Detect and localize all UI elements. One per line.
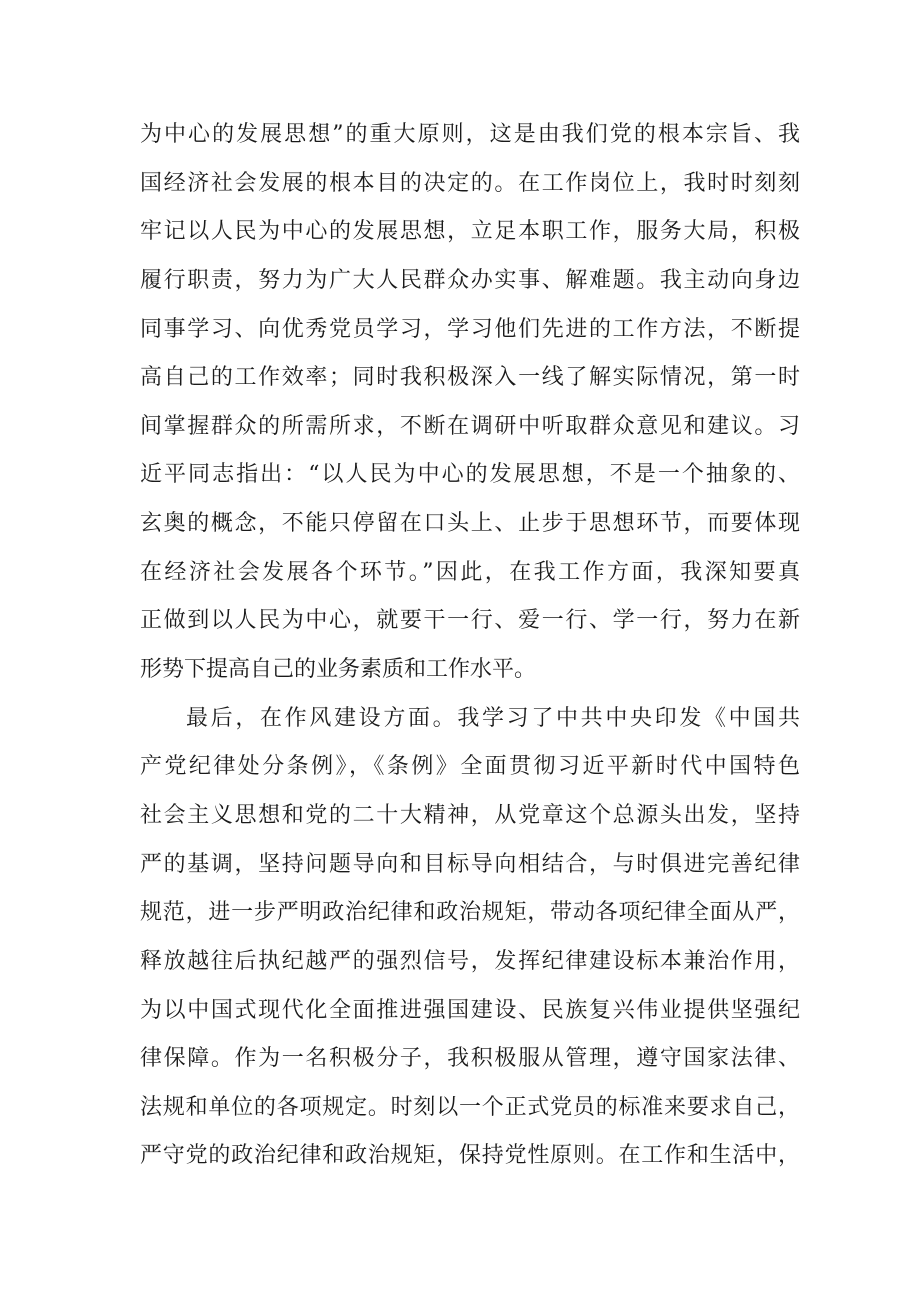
paragraph-2	[140, 695, 800, 1181]
text-line: 国经济社会发展的根本目的决定的。在工作岗位上，我时时刻刻	[140, 170, 800, 196]
text-line: 牢记以人民为中心的发展思想，立足本职工作，服务大局，积极	[140, 219, 800, 245]
text-line: 产党纪律处分条例》，《条例》全面贯彻习近平新时代中国特色	[140, 754, 800, 780]
text-line: 为以中国式现代化全面推进强国建设、民族复兴伟业提供坚强纪	[140, 997, 800, 1023]
text-line: 在经济社会发展各个环节。”因此，在我工作方面，我深知要真	[140, 559, 800, 585]
text-line: 玄奥的概念，不能只停留在口头上、止步于思想环节，而要体现	[140, 511, 800, 537]
text-line: 严守党的政治纪律和政治规矩，保持党性原则。在工作和生活中，	[140, 1143, 800, 1169]
text-line: 规范，进一步严明政治纪律和政治规矩，带动各项纪律全面从严，	[140, 900, 800, 926]
text-line: 社会主义思想和党的二十大精神，从党章这个总源头出发，坚持	[140, 802, 800, 828]
text-line: 履行职责，努力为广大人民群众办实事、解难题。我主动向身边	[140, 267, 800, 293]
text-line: 正做到以人民为中心，就要干一行、爱一行、学一行，努力在新	[140, 608, 800, 634]
text-line: 释放越往后执纪越严的强烈信号，发挥纪律建设标本兼治作用，	[140, 948, 800, 974]
text-line: 高自己的工作效率；同时我积极深入一线了解实际情况，第一时	[140, 365, 800, 391]
text-line: 形势下提高自己的业务素质和工作水平。	[140, 657, 537, 683]
document-body	[140, 111, 800, 1181]
text-line: 最后，在作风建设方面。我学习了中共中央印发《中国共	[186, 705, 800, 731]
text-line: 近平同志指出：“以人民为中心的发展思想，不是一个抽象的、	[140, 462, 800, 488]
text-line: 同事学习、向优秀党员学习，学习他们先进的工作方法，不断提	[140, 316, 800, 342]
text-line: 律保障。作为一名积极分子，我积极服从管理，遵守国家法律、	[140, 1046, 800, 1072]
text-line: 为中心的发展思想”的重大原则，这是由我们党的根本宗旨、我	[140, 122, 800, 147]
text-line: 间掌握群众的所需所求，不断在调研中听取群众意见和建议。习	[140, 413, 800, 439]
text-line: 严的基调，坚持问题导向和目标导向相结合，与时俱进完善纪律	[140, 851, 800, 877]
paragraph-1	[140, 111, 800, 695]
text-line: 法规和单位的各项规定。时刻以一个正式党员的标准来要求自己，	[140, 1094, 800, 1120]
